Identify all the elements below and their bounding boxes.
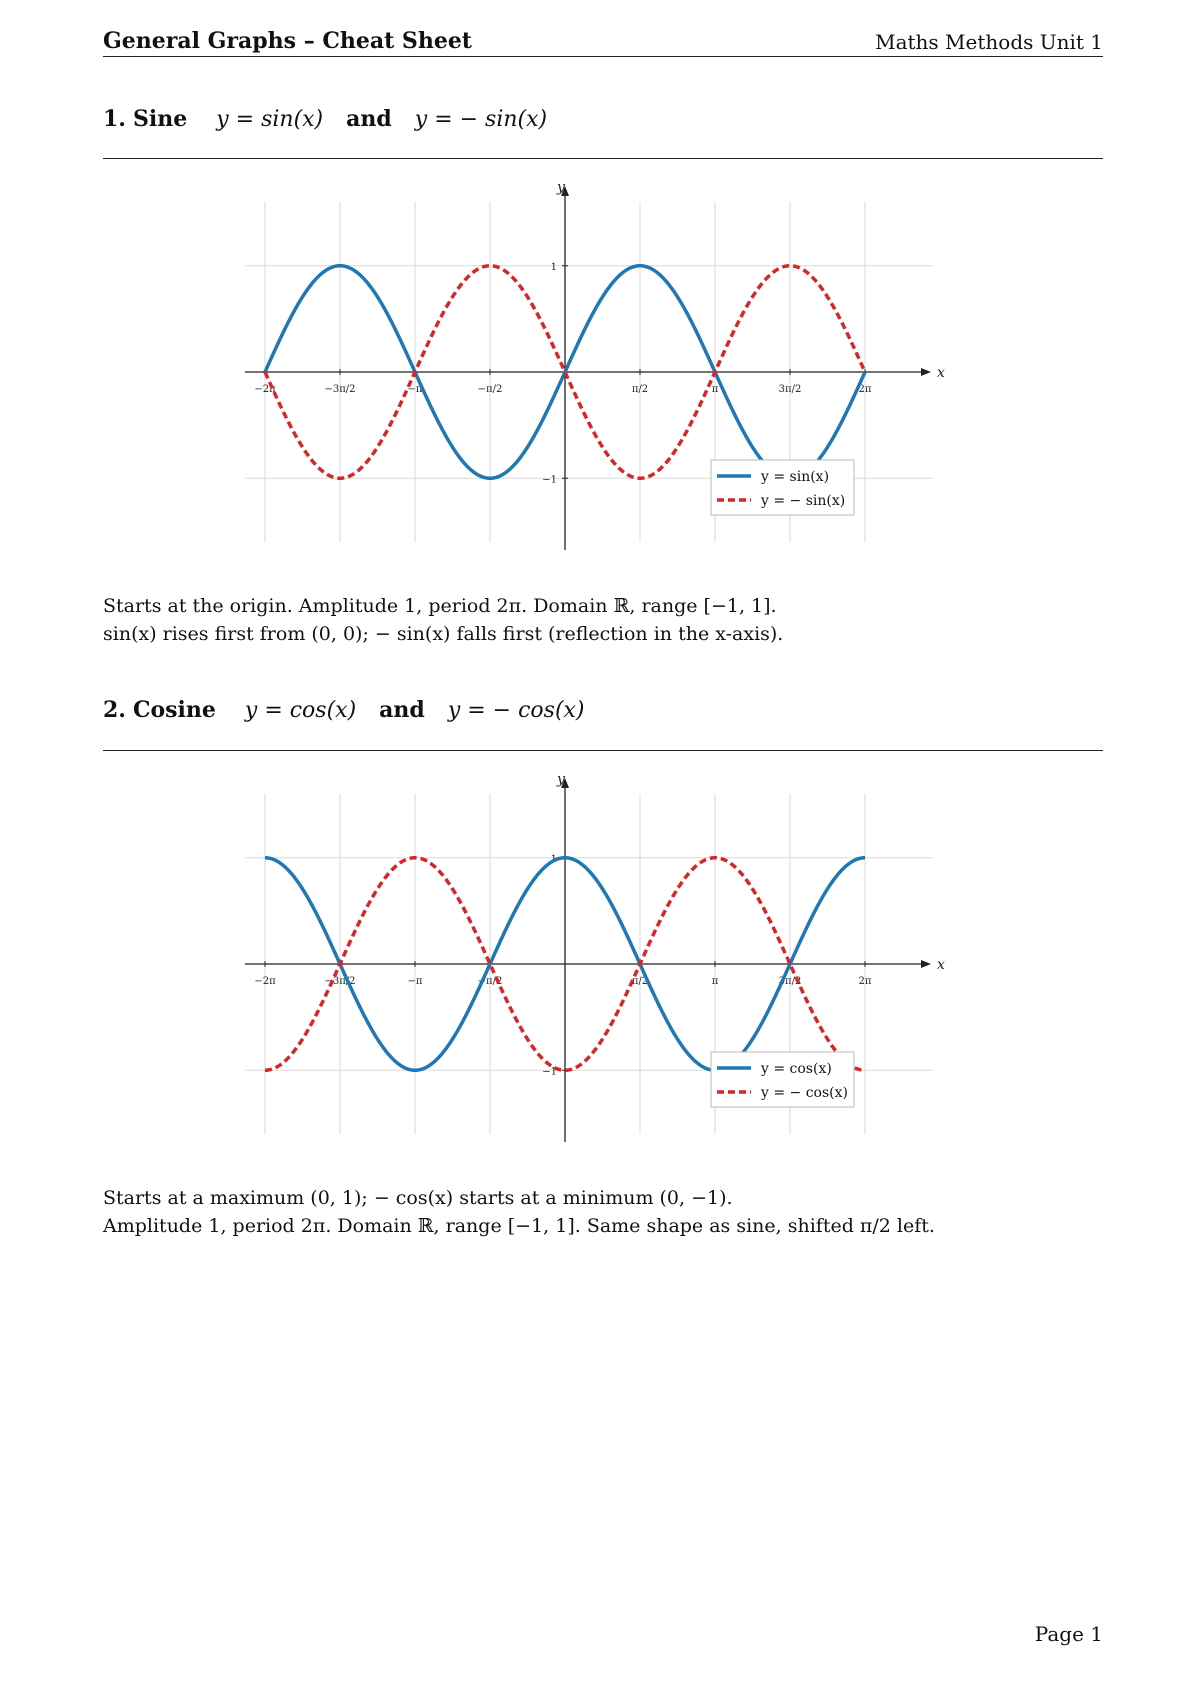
legend-label: y = − cos(x) bbox=[761, 1085, 848, 1101]
x-tick-label: 2π bbox=[858, 384, 872, 395]
y-tick-label: 1 bbox=[550, 261, 557, 273]
x-axis-arrow bbox=[921, 960, 931, 968]
sine-chart bbox=[245, 180, 945, 560]
function-a: y = cos(x) bbox=[244, 698, 357, 723]
cosine-chart bbox=[245, 772, 945, 1152]
section-divider bbox=[103, 750, 1103, 751]
x-tick-label: π bbox=[711, 976, 719, 987]
section-number: 2. bbox=[103, 697, 126, 723]
x-tick-label: 3π/2 bbox=[778, 976, 802, 987]
x-tick-label: −π/2 bbox=[477, 384, 503, 395]
x-tick-label: π/2 bbox=[631, 976, 649, 987]
sine-description bbox=[103, 592, 1103, 648]
x-axis-arrow bbox=[921, 368, 931, 376]
connector: and bbox=[346, 106, 392, 132]
y-tick-label: −1 bbox=[542, 1066, 557, 1078]
x-tick-label: 3π/2 bbox=[778, 384, 802, 395]
section-name: Sine bbox=[132, 106, 188, 132]
description-line-1: Starts at the origin. Amplitude 1, period 2π. Domain ℝ, range [−1, 1]. bbox=[103, 595, 777, 617]
x-axis-label: x bbox=[937, 957, 945, 973]
legend-label: y = cos(x) bbox=[761, 1061, 832, 1077]
y-tick-label: −1 bbox=[542, 474, 557, 486]
x-tick-label: −3π/2 bbox=[324, 384, 356, 395]
description-line-1: Starts at a maximum (0, 1); − cos(x) starts at a minimum (0, −1). bbox=[103, 1187, 733, 1209]
y-axis-label: y bbox=[557, 772, 565, 788]
function-b: y = − sin(x) bbox=[414, 107, 548, 132]
x-tick-label: π bbox=[711, 384, 719, 395]
x-tick-label: −π bbox=[407, 976, 423, 987]
section-name: Cosine bbox=[132, 697, 216, 723]
legend-label: y = − sin(x) bbox=[761, 493, 846, 509]
section-divider bbox=[103, 158, 1103, 159]
section-heading-cosine bbox=[103, 697, 585, 723]
x-tick-label: −2π bbox=[254, 976, 276, 987]
x-tick-label: −3π/2 bbox=[324, 976, 356, 987]
document-title: General Graphs – Cheat Sheet bbox=[103, 28, 472, 54]
function-b: y = − cos(x) bbox=[447, 698, 585, 723]
unit-name: Maths Methods Unit 1 bbox=[875, 30, 1103, 54]
y-tick-label: 1 bbox=[550, 853, 557, 865]
x-tick-label: −π bbox=[407, 384, 423, 395]
x-tick-label: π/2 bbox=[631, 384, 649, 395]
connector: and bbox=[379, 697, 425, 723]
page-header bbox=[103, 26, 1103, 57]
function-a: y = sin(x) bbox=[216, 107, 324, 132]
description-line-2: Amplitude 1, period 2π. Domain ℝ, range [−1, 1]. Same shape as sine, shifted π/2 left. bbox=[103, 1215, 935, 1237]
x-axis-label: x bbox=[937, 365, 945, 381]
description-line-2: sin(x) rises first from (0, 0); − sin(x) falls first (reflection in the x-axis). bbox=[103, 623, 784, 645]
section-heading-sine bbox=[103, 106, 547, 132]
page-number: Page 1 bbox=[1034, 1622, 1103, 1646]
x-tick-label: −2π bbox=[254, 384, 276, 395]
x-tick-label: 2π bbox=[858, 976, 872, 987]
cosine-description bbox=[103, 1184, 1103, 1240]
legend-label: y = sin(x) bbox=[761, 469, 830, 485]
x-tick-label: −π/2 bbox=[477, 976, 503, 987]
y-axis-label: y bbox=[557, 180, 565, 196]
section-number: 1. bbox=[103, 106, 126, 132]
